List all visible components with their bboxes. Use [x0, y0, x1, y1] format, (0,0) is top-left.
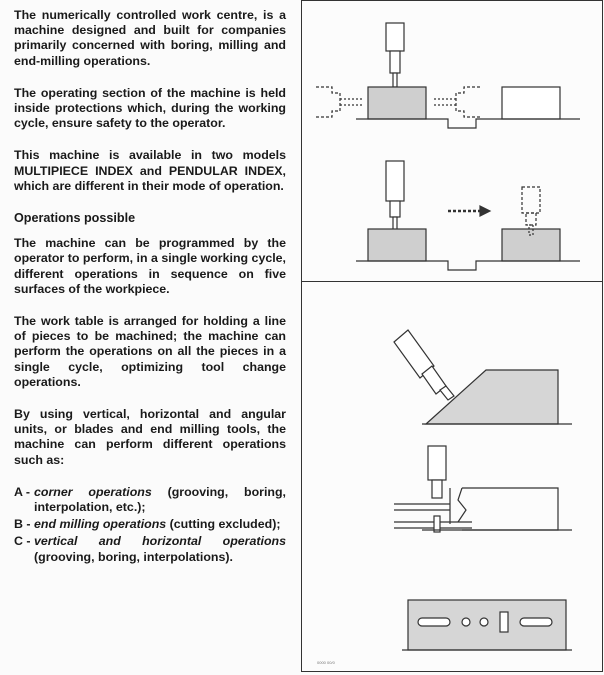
- multipiece-diagram: [316, 23, 580, 128]
- operation-item-c: C - vertical and horizontal operations (grooving, boring, interpolations).: [14, 534, 286, 564]
- work-table-paragraph: The work table is arranged for holding a line of pieces to be machined; the machine can perform the operations on all the pieces in a single cycle, optimizing tool change operations.: [14, 314, 286, 389]
- end-milling-diagram: [394, 446, 572, 532]
- text-column: [14, 8, 286, 567]
- operations-illustration: [302, 282, 602, 671]
- operations-list: [14, 485, 286, 565]
- programming-paragraph: The machine can be programmed by the operator to perform, in a single working cycle, different operations in sequence on five surfaces of the workpiece.: [14, 236, 286, 296]
- modes-illustration: [302, 1, 602, 282]
- corner-operation-diagram: [394, 330, 572, 424]
- models-paragraph: This machine is available in two models MULTIPIECE INDEX and PENDULAR INDEX, which are different in their mode of operation.: [14, 148, 286, 193]
- vertical-horizontal-diagram: [402, 600, 572, 650]
- units-paragraph: By using vertical, horizontal and angular units, or blades and end milling tools, the machine can perform different operations such as:: [14, 407, 286, 467]
- operation-item-a: A - corner operations (grooving, boring, interpolation, etc.);: [14, 484, 286, 515]
- operations-illustration-panel: [301, 281, 603, 672]
- operations-heading: Operations possible: [14, 211, 136, 226]
- safety-paragraph: The operating section of the machine is held inside protections which, during the working cycle, ensure safety to the operator.: [14, 85, 286, 131]
- pendular-diagram: [356, 161, 580, 270]
- figure-code: 0000 00/0: [317, 660, 335, 665]
- modes-illustration-panel: [301, 0, 603, 283]
- operation-item-b: B - end milling operations (cutting excluded);: [14, 517, 281, 532]
- intro-paragraph: The numerically controlled work centre, is a machine designed and built for companies primarily concerned with boring, milling and end-milling operations.: [14, 8, 286, 68]
